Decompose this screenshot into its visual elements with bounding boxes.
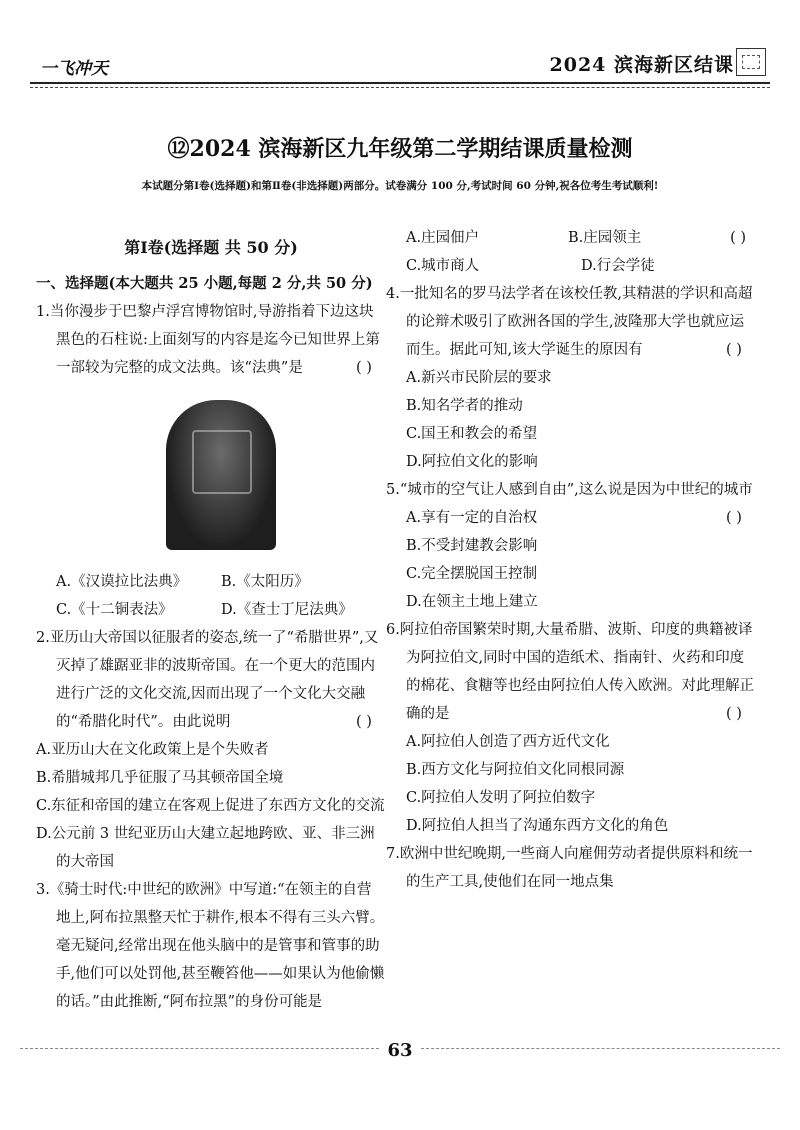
stone-pillar-image xyxy=(166,400,276,550)
options-row xyxy=(386,224,730,252)
header-logo-icon xyxy=(736,48,766,76)
option-d: D.阿拉伯人担当了沟通东西方文化的角色 xyxy=(406,818,669,834)
page-number: 63 xyxy=(0,1040,800,1061)
question-1 xyxy=(36,298,386,624)
question-stem: 7.欧洲中世纪晚期,一些商人向雇佣劳动者提供原料和统一的生产工具,使他们在同一地点集 xyxy=(386,846,753,890)
option-c: C.阿拉伯人发明了阿拉伯数字 xyxy=(406,790,596,806)
exam-note: 本试题分第Ⅰ卷(选择题)和第Ⅱ卷(非选择题)两部分。试卷满分 100 分,考试时间 60 分钟,祝各位考生考试顺利! xyxy=(141,180,659,192)
right-column xyxy=(386,224,756,896)
question-3 xyxy=(36,876,386,1016)
option-d: D.在领主土地上建立 xyxy=(406,594,538,610)
option-b: B.《太阳历》 xyxy=(221,574,309,590)
option-a: A.庄园佃户 xyxy=(406,230,480,246)
options-row xyxy=(386,252,756,280)
header-rule xyxy=(30,82,770,88)
question-6 xyxy=(386,616,756,840)
options-row xyxy=(36,596,386,624)
question-stem: 6.阿拉伯帝国繁荣时期,大量希腊、波斯、印度的典籍被译为阿拉伯文,同时中国的造纸术、指南针、火药和印度的棉花、食糖等也经由阿拉伯人传入欧洲。对此理解正确的是 ( ) xyxy=(386,622,754,722)
question-4 xyxy=(386,280,756,476)
question-7 xyxy=(386,840,756,896)
option-c: C.《十二铜表法》 xyxy=(56,602,173,618)
option-b: B.知名学者的推动 xyxy=(406,398,523,414)
option-c: C.完全摆脱国王控制 xyxy=(406,566,538,582)
option-a: A.享有一定的自治权 xyxy=(406,510,538,526)
instruction: 一、选择题(本大题共 25 小题,每题 2 分,共 50 分) xyxy=(36,275,373,292)
question-2 xyxy=(36,624,386,876)
option-d: D.阿拉伯文化的影响 xyxy=(406,454,538,470)
question-stem: 2.亚历山大帝国以征服者的姿态,统一了“希腊世界”,又灭掉了雄踞亚非的波斯帝国。在一个更大的范围内进行广泛的文化交流,因而出现了一个文化大交融的“希腊化时代”。由此说明 ( ) xyxy=(36,630,379,730)
option-b: B.西方文化与阿拉伯文化同根同源 xyxy=(406,762,625,778)
option-b: B.希腊城邦几乎征服了马其顿帝国全境 xyxy=(36,770,284,786)
question-stem: 3.《骑士时代:中世纪的欧洲》中写道:“在领主的自营地上,阿布拉黑整天忙于耕作,根本不得有三头六臂。毫无疑问,经常出现在他头脑中的是管事和管事的助手,他们可以处罚他,甚至鞭笞他——如果认为他偷懒的话。”由此推断,“阿布拉黑”的身份可能是 xyxy=(36,882,385,1010)
header-series-title: 2024 滨海新区结课 xyxy=(549,54,734,76)
options-row xyxy=(36,568,386,596)
question-stem: 4.一批知名的罗马法学者在该校任教,其精湛的学识和高超的论辩术吸引了欧洲各国的学生,波隆那大学也就应运而生。据此可知,该大学诞生的原因有 ( ) xyxy=(386,286,753,358)
left-column xyxy=(36,224,386,1016)
question-stem: 5.“城市的空气让人感到自由”,这么说是因为中世纪的城市 ( ) xyxy=(386,482,753,526)
page-title: ⑫2024 滨海新区九年级第二学期结课质量检测 xyxy=(167,136,633,162)
question-3-options: ( ) A.庄园佃户 B.庄园领主 C.城市商人 D.行会学徒 xyxy=(386,224,756,280)
brand-label: 一飞冲天 xyxy=(40,59,108,79)
option-b: B.庄园领主 xyxy=(568,230,642,246)
option-a: A.《汉谟拉比法典》 xyxy=(56,574,188,590)
question-stem: 1.当你漫步于巴黎卢浮宫博物馆时,导游指着下边这块黑色的石柱说:上面刻写的内容是迄今已知世界上第一部较为完整的成文法典。该“法典”是 ( ) xyxy=(36,304,380,376)
option-d: D.《查士丁尼法典》 xyxy=(221,602,353,618)
option-c: C.城市商人 xyxy=(406,258,480,274)
option-a: A.阿拉伯人创造了西方近代文化 xyxy=(406,734,610,750)
option-d: D.行会学徒 xyxy=(581,258,655,274)
option-c: C.国王和教会的希望 xyxy=(406,426,538,442)
option-a: A.亚历山大在文化政策上是个失败者 xyxy=(36,742,269,758)
option-d: D.公元前 3 世纪亚历山大建立起地跨欧、亚、非三洲的大帝国 xyxy=(36,826,375,870)
section-heading: 第Ⅰ卷(选择题 共 50 分) xyxy=(124,238,298,257)
option-c: C.东征和帝国的建立在客观上促进了东西方文化的交流 xyxy=(36,798,385,814)
option-a: A.新兴市民阶层的要求 xyxy=(406,370,552,386)
question-5 xyxy=(386,476,756,616)
option-b: B.不受封建教会影响 xyxy=(406,538,538,554)
